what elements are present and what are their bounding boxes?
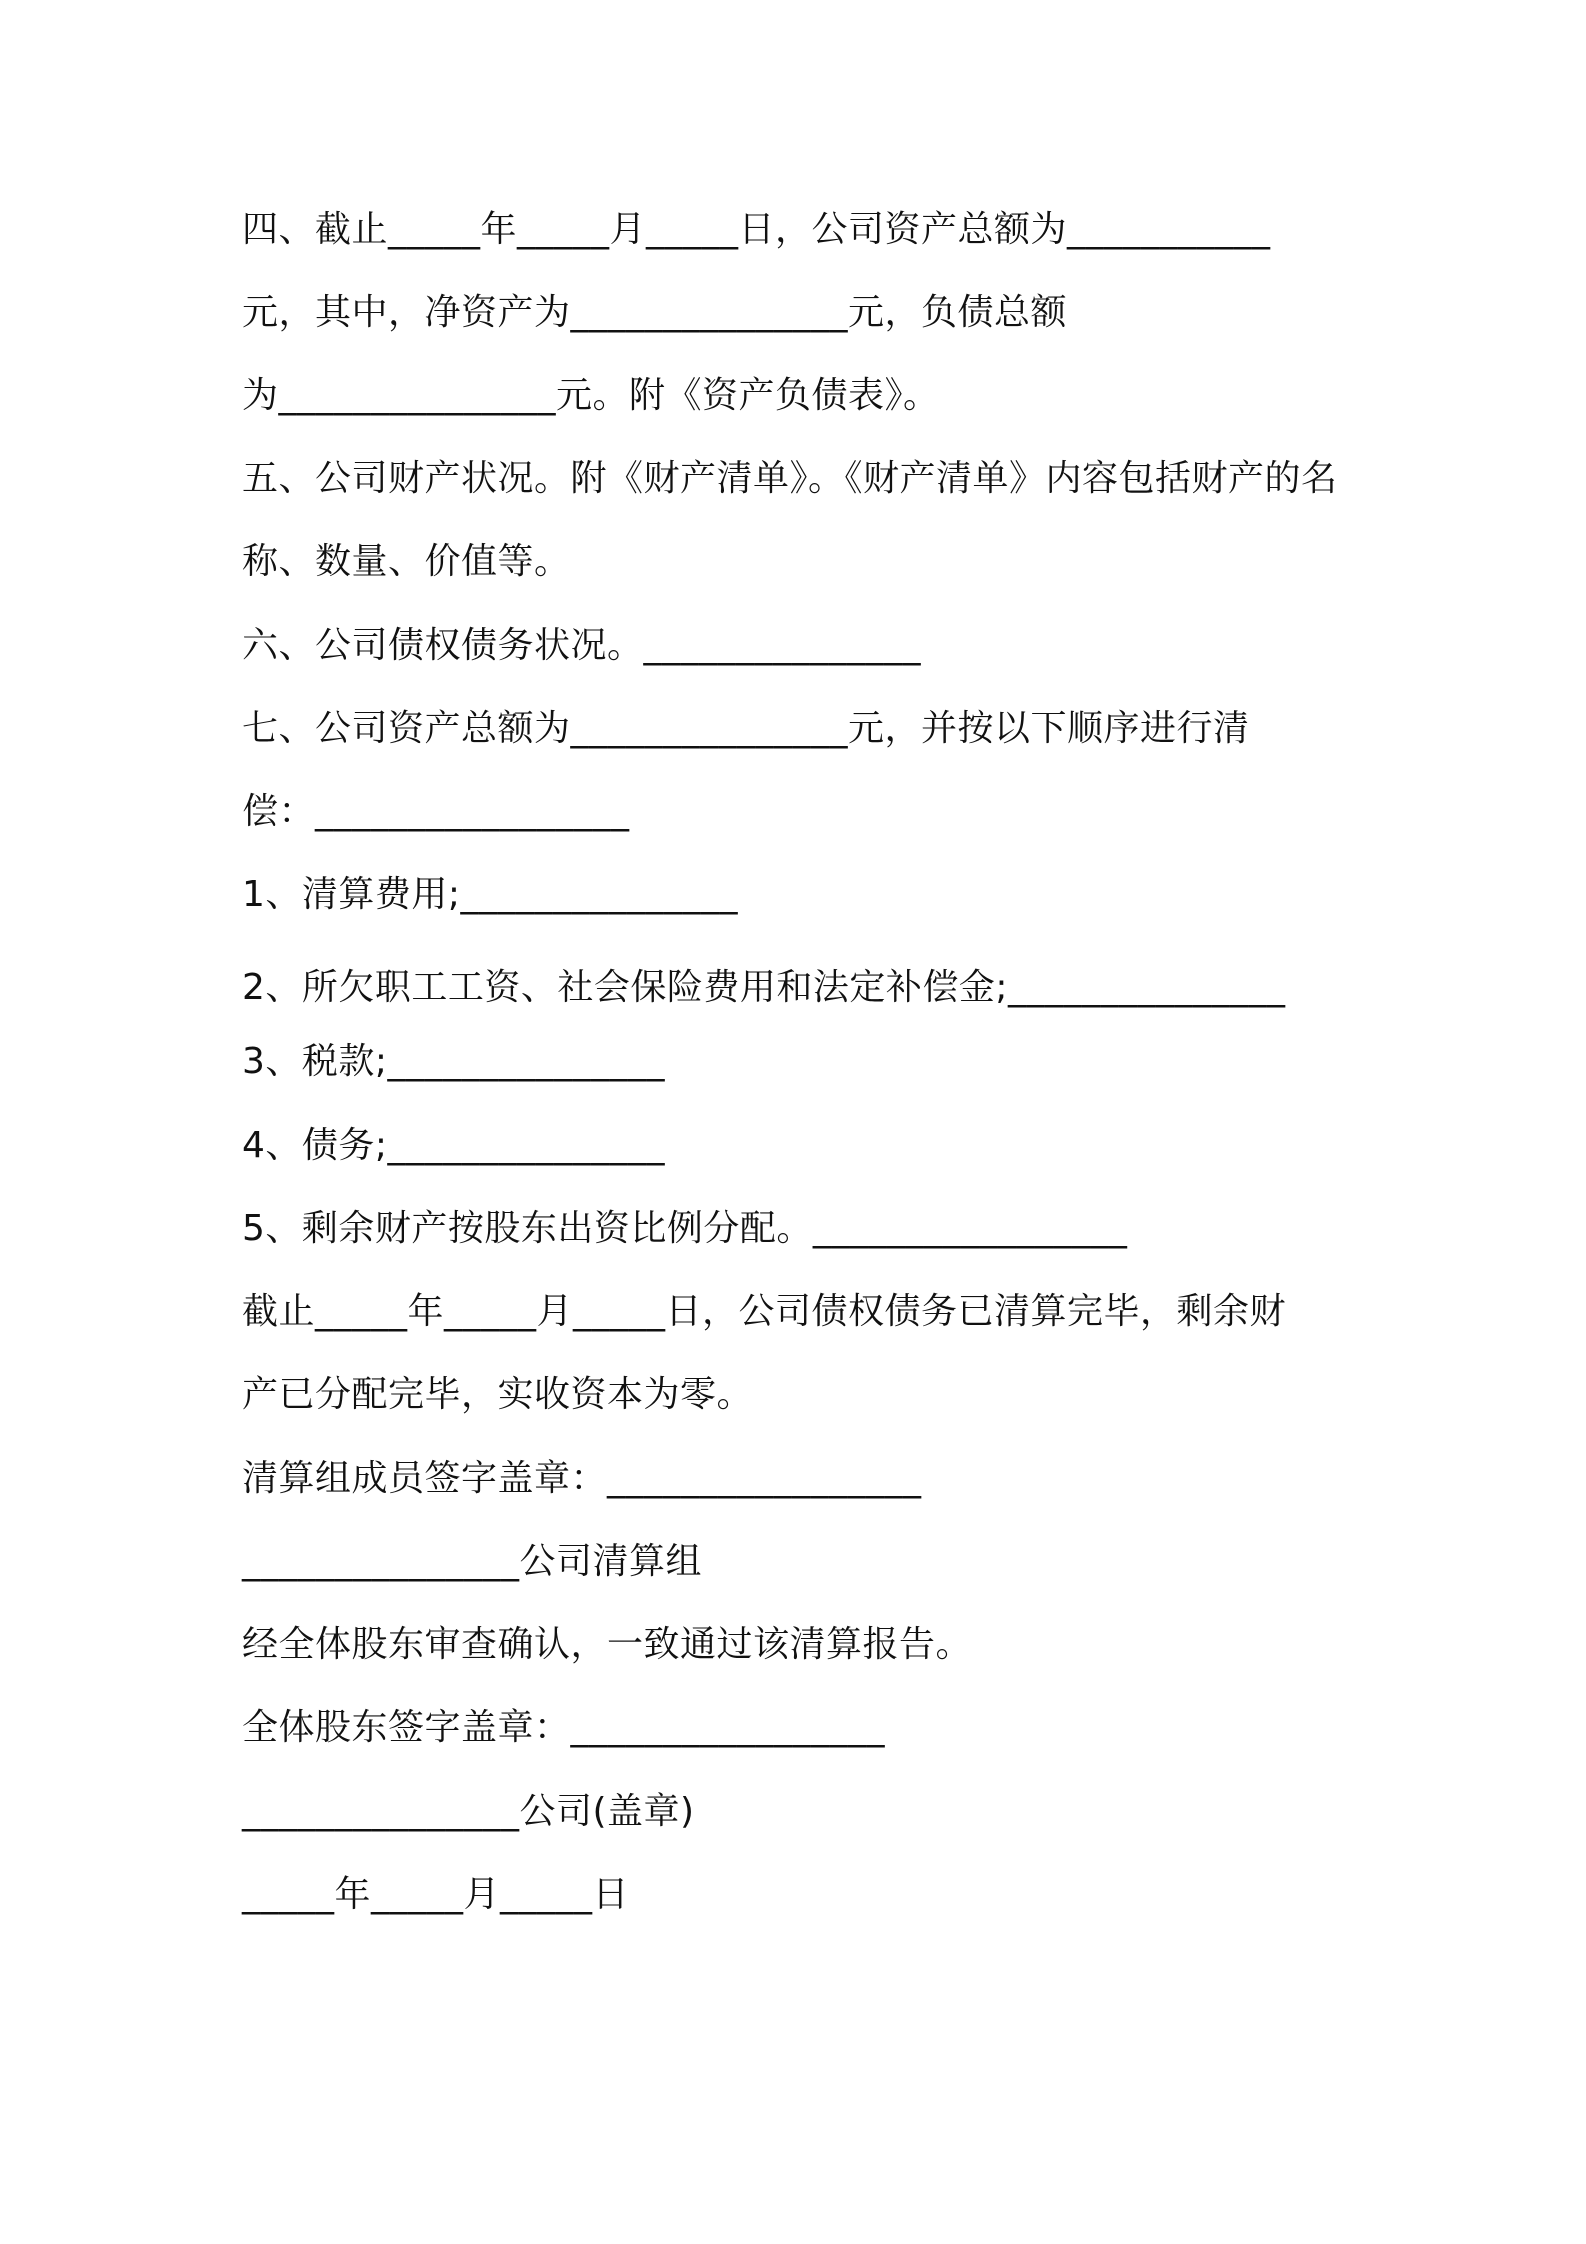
text-line: 截止_____年_____月_____日，公司债权债务已清算完毕，剩余财 — [242, 1291, 1287, 1332]
text-line: 七、公司资产总额为_______________元，并按以下顺序进行清 — [242, 708, 1250, 749]
text-line: 5、剩余财产按股东出资比例分配。_________________ — [242, 1208, 1128, 1249]
text-line: 经全体股东审查确认，一致通过该清算报告。 — [242, 1624, 973, 1665]
text-line: 全体股东签字盖章：_________________ — [242, 1707, 886, 1748]
text-line: 偿：_________________ — [242, 791, 630, 832]
text-line: 3、税款;_______________ — [242, 1041, 666, 1082]
text-line: 六、公司债权债务状况。_______________ — [242, 625, 922, 666]
text-line: _____年_____月_____日 — [242, 1874, 630, 1915]
text-line: 元，其中，净资产为_______________元，负债总额 — [242, 292, 1068, 333]
text-line: 1、清算费用;_______________ — [242, 874, 739, 915]
text-line: 为_______________元。附《资产负债表》。 — [242, 375, 940, 416]
text-line: 清算组成员签字盖章：_________________ — [242, 1458, 922, 1499]
text-line: 四、截止_____年_____月_____日，公司资产总额为___________ — [242, 209, 1271, 250]
text-line: 2、所欠职工工资、社会保险费用和法定补偿金;_______________ — [242, 967, 1286, 1008]
text-line: 产已分配完毕，实收资本为零。 — [242, 1374, 754, 1415]
text-line: _______________公司清算组 — [242, 1541, 703, 1582]
text-line: 五、公司财产状况。附《财产清单》。《财产清单》内容包括财产的名 — [242, 458, 1338, 499]
text-line: 称、数量、价值等。 — [242, 541, 571, 582]
text-line: _______________公司(盖章) — [242, 1791, 695, 1832]
text-line: 4、债务;_______________ — [242, 1125, 666, 1166]
